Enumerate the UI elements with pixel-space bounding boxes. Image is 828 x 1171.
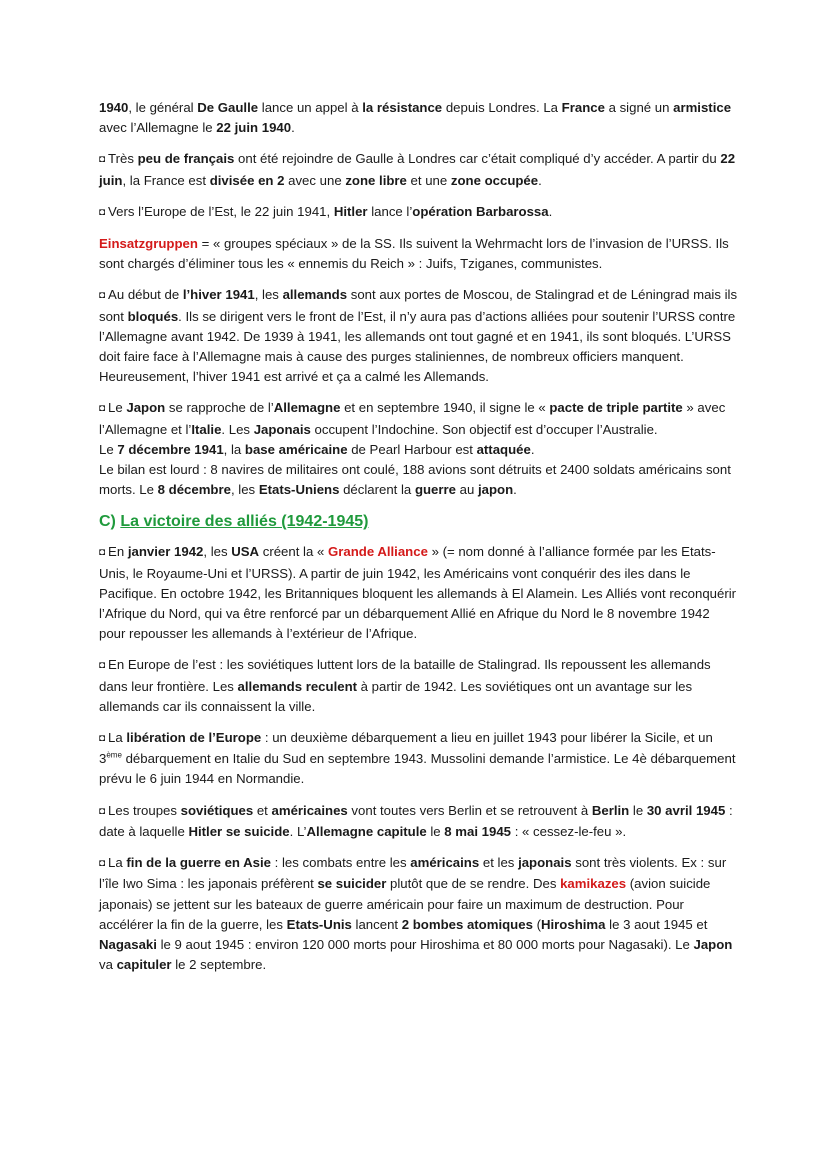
- text-run: le 3 aout 1945 et: [605, 916, 708, 932]
- bold-text: guerre: [414, 482, 456, 498]
- text-run: (avion suicide japonais) se jettent sur les bateaux de guerre américain pour faire un maximum de destruction. Pour accélérer la fin de la guerre, les: [99, 876, 711, 932]
- bold-text: 8 mai 1945: [444, 823, 512, 839]
- bold-text: Japon: [693, 936, 733, 952]
- bold-text: Hitler: [333, 203, 368, 219]
- text-run: Le: [108, 400, 127, 416]
- bullet-icon: ◘: [99, 547, 106, 559]
- bold-text: américaines: [271, 802, 348, 818]
- text-run: se rapproche de l’: [165, 400, 274, 416]
- bold-text: Hitler se suicide: [188, 823, 290, 839]
- text-run: ont été rejoindre de Gaulle à Londres car c’était compliqué d’y accéder. A partir du: [234, 151, 721, 167]
- text-run: lance l’: [367, 203, 413, 219]
- text-run: : les combats entre les: [271, 855, 411, 871]
- bullet-icon: ◘: [99, 805, 106, 817]
- text-run: et: [253, 802, 272, 818]
- text-run: .: [513, 482, 517, 498]
- bold-text: japon: [477, 482, 514, 498]
- text-run: .: [530, 441, 535, 457]
- bold-text: japonais: [518, 855, 572, 871]
- bold-text: Hiroshima: [540, 916, 606, 932]
- text-run: Au début de: [108, 287, 183, 303]
- bold-text: zone libre: [345, 172, 407, 188]
- text-run: lancent: [351, 916, 402, 932]
- bold-text: base américaine: [244, 441, 348, 457]
- text-run: En Europe de l’est : les soviétiques luttent lors de la bataille de Stalingrad. Ils repoussent les allemands dans leur frontière. Les: [99, 657, 711, 694]
- text-run: , la France est: [122, 172, 210, 188]
- text-run: plutôt que de se rendre. Des: [386, 876, 561, 892]
- text-run: .: [548, 203, 553, 219]
- paragraph: [99, 853, 739, 975]
- bold-text: Allemagne: [273, 400, 341, 416]
- paragraph: [99, 655, 739, 717]
- highlight-text: Einsatzgruppen: [99, 236, 198, 252]
- bold-text: France: [561, 100, 605, 115]
- section-heading: [99, 511, 739, 533]
- text-run: le 9 aout 1945 : environ 120 000 morts pour Hiroshima et 80 000 morts pour Nagasaki). Le: [156, 936, 694, 952]
- superscript: ème: [106, 750, 122, 760]
- bold-text: américains: [410, 855, 480, 871]
- text-run: Le: [99, 441, 118, 457]
- bold-text: De Gaulle: [197, 100, 259, 115]
- bullet-icon: ◘: [99, 733, 106, 745]
- bullet-icon: ◘: [99, 290, 106, 302]
- text-run: a signé un: [604, 100, 674, 115]
- paragraph: [99, 98, 739, 138]
- text-run: : « cessez-le-feu ».: [511, 823, 627, 839]
- text-run: créent la «: [259, 544, 328, 560]
- text-run: En: [108, 544, 128, 560]
- bold-text: 7 décembre 1941: [117, 441, 224, 457]
- text-run: , les: [254, 287, 283, 303]
- text-run: , les: [230, 482, 259, 498]
- text-run: : date à laquelle: [99, 802, 733, 839]
- text-run: , le général: [128, 100, 198, 115]
- bold-text: fin de la guerre en Asie: [126, 855, 272, 871]
- bullet-icon: ◘: [99, 154, 106, 166]
- bold-text: allemands: [282, 287, 348, 303]
- text-run: à partir de 1942. Les soviétiques ont un avantage sur les allemands car ils connaissent la ville.: [99, 678, 693, 714]
- paragraphs-after-heading: [99, 542, 739, 975]
- bullet-icon: ◘: [99, 858, 106, 870]
- document-page: [99, 98, 739, 986]
- bold-text: 30 avril 1945: [646, 802, 726, 818]
- text-run: et en septembre 1940, il signe le «: [340, 400, 550, 416]
- bold-text: 8 décembre: [157, 482, 231, 498]
- paragraph: [99, 801, 739, 842]
- highlight-text: kamikazes: [560, 876, 627, 892]
- bold-text: Allemagne capitule: [306, 823, 427, 839]
- paragraph: [99, 728, 739, 790]
- text-run: et une: [406, 172, 451, 188]
- bold-text: 22 juin: [99, 151, 736, 188]
- paragraph: [99, 202, 739, 223]
- text-run: » avec l’Allemagne et l’: [99, 400, 726, 437]
- text-run: , les: [203, 544, 232, 560]
- text-run: La: [108, 730, 127, 746]
- text-run: Les troupes: [108, 802, 181, 818]
- text-run: au: [455, 482, 478, 498]
- bold-text: pacte de triple partite: [549, 400, 683, 416]
- text-run: débarquement en Italie du Sud en septembre 1943. Mussolini demande l’armistice. Le 4è débarquement prévu le 6 juin 1944 en Normandie.: [99, 751, 736, 787]
- highlight-text: Grande Alliance: [327, 544, 428, 560]
- paragraphs-before-heading: [99, 98, 739, 500]
- bold-text: janvier 1942: [127, 544, 204, 560]
- text-run: avec l’Allemagne le: [99, 120, 217, 136]
- paragraph: [99, 149, 739, 190]
- bullet-icon: ◘: [99, 403, 106, 415]
- bold-text: Etats-Uniens: [258, 482, 340, 498]
- text-run: , la: [223, 441, 245, 457]
- paragraph: [99, 542, 739, 644]
- bold-text: allemands reculent: [237, 678, 358, 694]
- text-run: : un deuxième débarquement a lieu en juillet 1943 pour libérer la Sicile, et un 3: [99, 730, 713, 767]
- text-run: déclarent la: [339, 482, 415, 498]
- text-run: lance un appel à: [258, 100, 363, 115]
- bold-text: Etats-Unis: [286, 916, 352, 932]
- text-run: Le bilan est lourd : 8 navires de militaires ont coulé, 188 avions sont détruits et 2400 soldats américains sont morts. Le: [99, 462, 731, 498]
- bold-text: soviétiques: [180, 802, 254, 818]
- text-run: Très: [108, 151, 138, 167]
- bold-text: bloqués: [127, 308, 179, 324]
- paragraph: [99, 398, 739, 500]
- bold-text: attaquée: [476, 441, 531, 457]
- paragraph: [99, 234, 739, 274]
- text-run: Vers l’Europe de l’Est, le 22 juin 1941,: [108, 203, 334, 219]
- bold-text: Japonais: [253, 421, 311, 437]
- bold-text: divisée en 2: [209, 172, 285, 188]
- text-run: sont très violents. Ex : sur l’île Iwo Sima : les japonais préfèrent: [99, 855, 727, 892]
- section-heading-prefix: C): [99, 513, 121, 531]
- text-run: La: [108, 855, 127, 871]
- text-run: de Pearl Harbour est: [347, 441, 477, 457]
- bold-text: peu de français: [137, 151, 235, 167]
- text-run: .: [291, 120, 295, 136]
- text-run: . Les: [221, 421, 254, 437]
- bold-text: se suicider: [317, 876, 387, 892]
- text-run: . Ils se dirigent vers le front de l’Est, il n’y aura pas d’actions alliées pour soutenir l’URSS contre l’Allemagne avant 1942. De 1939 à 1941, les allemands ont tout gagné et en 1941, ils sont bloqués. L’URSS doit faire face à l’Allemagne mais à cause des purges staliniennes, de nombreux officiers manquent. Heureusement, l’hiver 1941 est arrivé et ça a calmé les Allemands.: [99, 308, 736, 385]
- bold-text: la résistance: [362, 100, 443, 115]
- text-run: le: [426, 823, 445, 839]
- bold-text: armistice: [673, 100, 732, 115]
- text-run: va: [99, 957, 117, 973]
- bold-text: USA: [231, 544, 260, 560]
- bold-text: 2 bombes atomiques: [401, 916, 533, 932]
- text-run: occupent l’Indochine. Son objectif est d’occuper l’Australie.: [310, 421, 658, 437]
- bold-text: Berlin: [591, 802, 630, 818]
- bold-text: Italie: [191, 421, 222, 437]
- text-run: avec une: [284, 172, 346, 188]
- bullet-icon: ◘: [99, 660, 106, 672]
- bold-text: capituler: [116, 957, 172, 973]
- bold-text: Nagasaki: [99, 936, 157, 952]
- bold-text: 22 juin 1940: [216, 120, 292, 136]
- text-run: le: [629, 802, 647, 818]
- bold-text: libération de l’Europe: [126, 730, 262, 746]
- bold-text: l’hiver 1941: [182, 287, 255, 303]
- bullet-icon: ◘: [99, 206, 106, 218]
- text-run: le 2 septembre.: [171, 957, 267, 973]
- text-run: sont aux portes de Moscou, de Stalingrad et de Léningrad mais ils sont: [99, 287, 738, 324]
- section-heading-title: La victoire des alliés (1942-1945): [120, 513, 369, 531]
- bold-text: zone occupée: [450, 172, 539, 188]
- bold-text: opération Barbarossa: [412, 203, 549, 219]
- bold-text: 1940: [99, 100, 129, 115]
- text-run: et les: [479, 855, 519, 871]
- text-run: .: [538, 172, 542, 188]
- text-run: . L’: [289, 823, 307, 839]
- text-run: » (= nom donné à l’alliance formée par les Etats-Unis, le Royaume-Uni et l’URSS). A partir de juin 1942, les Américains vont conquérir des iles dans le Pacifique. En octobre 1942, les Britanniques bloquent les allemands à El Alamein. Les Alliés vont reconquérir l’Afrique du Nord, qui va être renforcé par un débarquement Allié en Afrique du Nord le 8 novembre 1942 pour repousser les allemands à l’extérieur de l’Afrique.: [99, 544, 737, 642]
- text-run: (: [532, 916, 541, 932]
- bold-text: Japon: [126, 400, 166, 416]
- text-run: = « groupes spéciaux » de la SS. Ils suivent la Wehrmacht lors de l’invasion de l’URSS. Ils sont chargés d’éliminer tous les « ennemis du Reich » : Juifs, Tziganes, communistes.: [99, 236, 729, 272]
- text-run: depuis Londres. La: [442, 100, 562, 115]
- paragraph: [99, 285, 739, 387]
- text-run: vont toutes vers Berlin et se retrouvent à: [347, 802, 592, 818]
